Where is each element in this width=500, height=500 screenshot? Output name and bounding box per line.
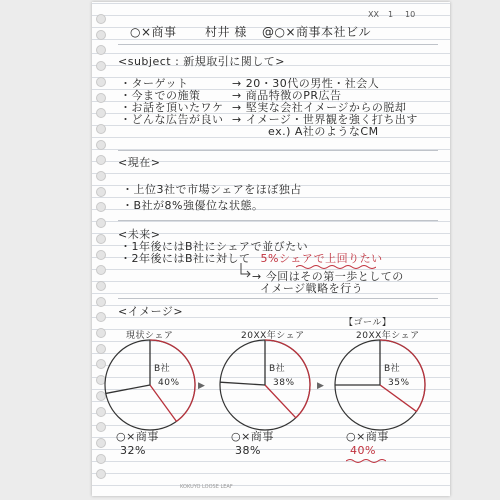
section-divider-1 xyxy=(118,150,438,151)
pie-ox-label: ○×商事 xyxy=(116,430,159,443)
note-label: ・今までの施策 xyxy=(120,89,201,102)
binder-hole xyxy=(96,469,106,479)
slice-label-b: B社 xyxy=(269,364,286,374)
binder-hole xyxy=(96,140,106,150)
current-item-2: ・B社が8%強優位な状態。 xyxy=(122,199,264,212)
pie-ox-label: ○×商事 xyxy=(346,430,389,443)
binder-hole xyxy=(96,77,106,87)
future-sub-2: イメージ戦略を行う xyxy=(260,282,364,295)
binder-hole xyxy=(96,155,106,165)
subject-heading: <subject : 新規取引に関して> xyxy=(118,55,286,68)
slice-boundary-other xyxy=(106,385,150,393)
curved-arrow-icon xyxy=(238,262,252,280)
slice-boundary-other xyxy=(220,382,265,385)
pie-chart xyxy=(217,337,313,433)
future-item-2-highlight: 5%シェアで上回りたい xyxy=(260,252,383,265)
pie-chart xyxy=(102,337,198,433)
pie-title: 20XX年シェア xyxy=(241,331,305,341)
section-divider-3 xyxy=(118,298,438,299)
date-day: 10 xyxy=(405,10,416,19)
arrow-right-icon-2: ▶ xyxy=(317,381,324,391)
pie-ox-pct: 32% xyxy=(120,444,146,457)
header-person: 村井 様 xyxy=(205,25,247,39)
slice-pct-b: 35% xyxy=(388,378,410,388)
pie-title: 20XX年シェア xyxy=(356,331,420,341)
note-label: ・お話を頂いたワケ xyxy=(120,101,224,114)
header-company: ○×商事 xyxy=(130,25,177,39)
binder-hole xyxy=(96,45,106,55)
pie-title: 現状シェア xyxy=(126,331,174,341)
slice-boundary-ox xyxy=(150,385,176,421)
binder-hole xyxy=(96,202,106,212)
binder-hole xyxy=(96,265,106,275)
slice-label-b: B社 xyxy=(154,364,171,374)
binder-hole xyxy=(96,218,106,228)
note-value: → 20・30代の男性・社会人 xyxy=(232,77,380,90)
binder-hole xyxy=(96,312,106,322)
ox-pct-underline xyxy=(346,458,386,464)
slice-label-b: B社 xyxy=(384,364,401,374)
binder-hole xyxy=(96,187,106,197)
binder-hole xyxy=(96,454,106,464)
binder-hole xyxy=(96,93,106,103)
goal-label: 【ゴール】 xyxy=(344,318,392,328)
current-heading: <現在> xyxy=(118,156,161,169)
binder-hole xyxy=(96,281,106,291)
binder-hole xyxy=(96,14,106,24)
pie-ox-label: ○×商事 xyxy=(231,430,274,443)
image-heading: <イメージ> xyxy=(118,305,184,318)
pie-chart xyxy=(332,337,428,433)
footer-brand: KOKUYO LOOSE LEAF xyxy=(180,484,233,490)
note-value: → イメージ・世界観を強く打ち出す xyxy=(232,113,418,126)
future-item-1: ・1年後にはB社にシェアで並びたい xyxy=(120,240,309,253)
slice-pct-b: 38% xyxy=(273,378,295,388)
note-label: ・どんな広告が良い xyxy=(120,113,224,126)
slice-boundary-ox xyxy=(265,385,296,418)
current-item-1: ・上位3社で市場シェアをほぼ独占 xyxy=(122,183,302,196)
binder-hole xyxy=(96,61,106,71)
future-heading: <未来> xyxy=(118,228,161,241)
date-month: 1 xyxy=(388,10,394,19)
note-value: → 商品特徴のPR広告 xyxy=(232,89,342,102)
binder-hole xyxy=(96,124,106,134)
future-item-2-prefix: ・2年後にはB社に対して xyxy=(120,252,251,265)
binder-hole xyxy=(96,438,106,448)
date-year: XX xyxy=(368,10,379,19)
arrow-right-icon-1: ▶ xyxy=(198,381,205,391)
note-value: ex.) A社のようなCM xyxy=(268,125,379,138)
binder-hole xyxy=(96,234,106,244)
pie-ox-pct: 38% xyxy=(235,444,261,457)
binder-hole xyxy=(96,108,106,118)
future-sub-1: → 今回はその第一歩としての xyxy=(252,270,404,283)
section-divider-2 xyxy=(118,220,438,221)
binder-hole xyxy=(96,30,106,40)
note-value: → 堅実な会社イメージからの脱却 xyxy=(232,101,407,114)
binder-hole xyxy=(96,250,106,260)
slice-pct-b: 40% xyxy=(158,378,180,388)
binder-hole xyxy=(96,171,106,181)
binder-hole xyxy=(96,297,106,307)
header-place: @○×商事本社ビル xyxy=(262,25,372,39)
header-divider xyxy=(118,44,438,45)
pie-ox-pct: 40% xyxy=(350,444,376,457)
note-label: ・ターゲット xyxy=(120,77,189,90)
